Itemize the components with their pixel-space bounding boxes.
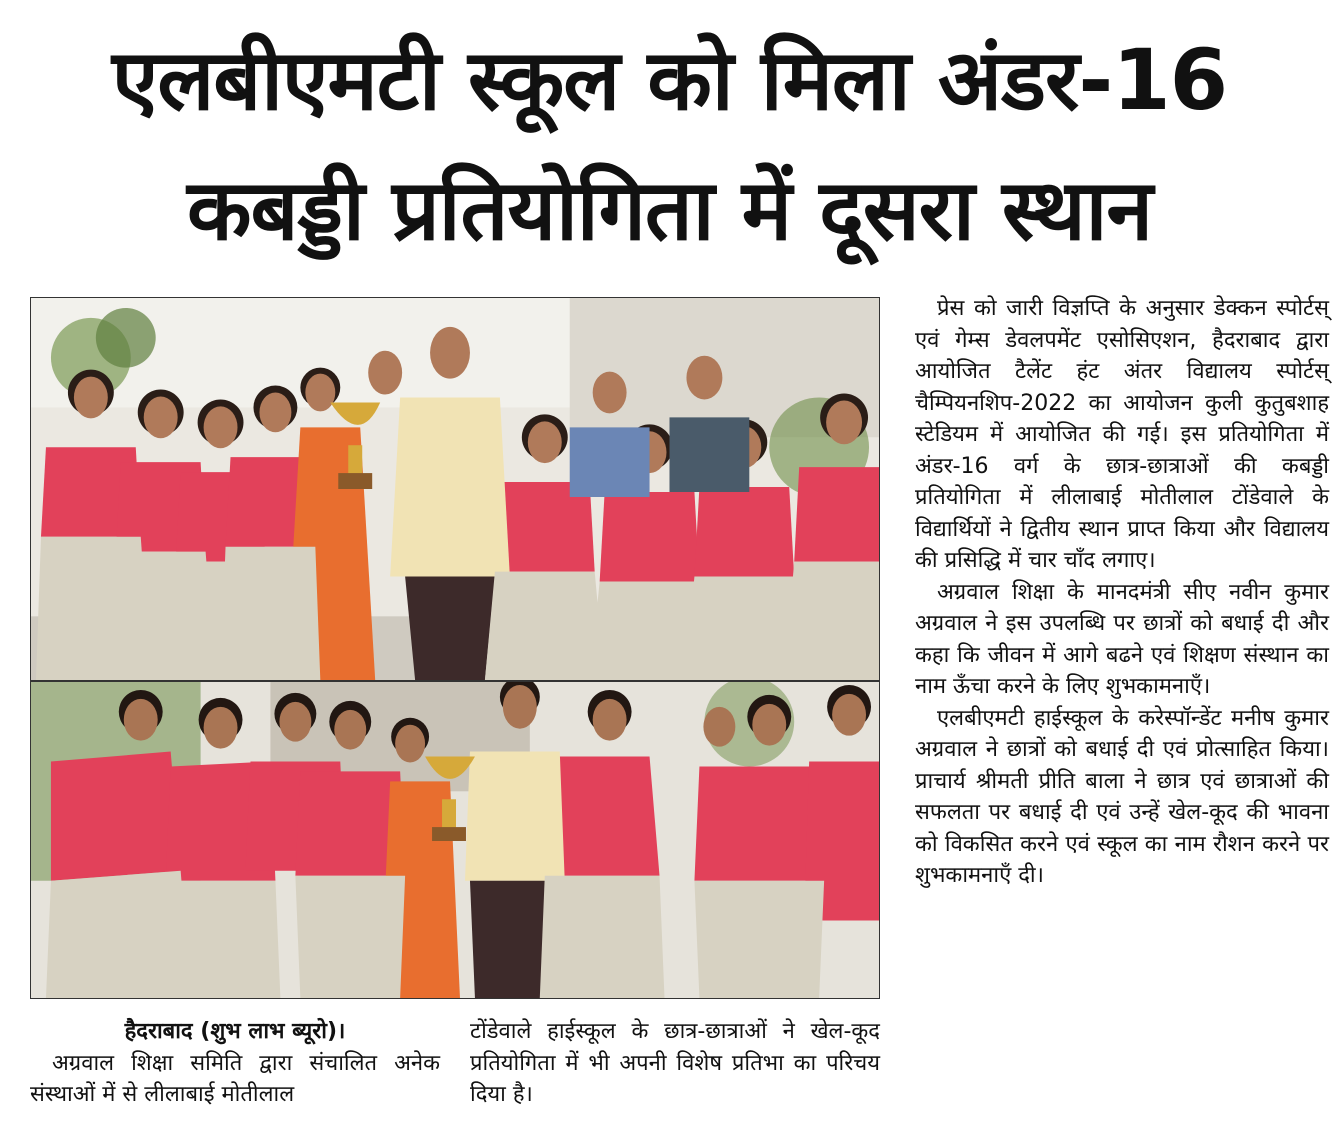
girls-team-photo-image [31, 298, 879, 680]
article-left-column [30, 1016, 440, 1111]
girls-team-photo [30, 297, 880, 681]
article-middle-column [470, 1016, 880, 1111]
article-dateline: हैदराबाद (शुभ लाभ ब्यूरो)। [124, 1019, 346, 1044]
article-lead-continued: टोंडेवाले हाईस्कूल के छात्र-छात्राओं ने खेल-कूद प्रतियोगिता में भी अपनी विशेष प्रतिभा का परिचय दिया है। [470, 1019, 880, 1107]
article-paragraph-1: प्रेस को जारी विज्ञप्ति के अनुसार डेक्कन स्पोर्टस् एवं गेम्स डेवलपमेंट एसोसिएशन, हैदराबाद द्वारा आयोजित टैलेंट हंट अंतर विद्यालय स्पोर्टस् चैम्पियनशिप-2022 का आयोजन कुली कुतुबशाह स्टेडियम में आयोजित की गई। इस प्रतियोगिता में अंडर-16 वर्ग के छात्र-छात्राओं की कबड्डी प्रतियोगिता में लीलाबाई मोतीलाल टोंडेवाले के विद्यार्थियों ने द्वितीय स्थान प्राप्त किया और विद्यालय की प्रसिद्धि में चार चाँद लगाए। [915, 296, 1329, 573]
article-lead: अग्रवाल शिक्षा समिति द्वारा संचालित अनेक संस्थाओं में से लीलाबाई मोतीलाल [30, 1050, 440, 1107]
headline-line-2: कबड्डी प्रतियोगिता में दूसरा स्थान [186, 161, 1153, 259]
boys-team-photo [30, 681, 880, 999]
boys-team-photo-image [31, 682, 879, 998]
article-right-column [915, 293, 1329, 892]
article-paragraph-2: अग्रवाल शिक्षा के मानदमंत्री सीए नवीन कुमार अग्रवाल ने इस उपलब्धि पर छात्रों को बधाई दी और कहा कि जीवन में आगे बढने एवं शिक्षण संस्थान का नाम ऊँचा करने के लिए शुभकामनाएँ। [915, 579, 1329, 699]
article-paragraph-3: एलबीएमटी हाईस्कूल के करेस्पॉन्डेंट मनीष कुमार अग्रवाल ने छात्रों को बधाई दी एवं प्रोत्साहित किया। प्राचार्य श्रीमती प्रीति बाला ने छात्र एवं छात्राओं की सफलता पर बधाई दी एवं उन्हें खेल-कूद की भावना को विकसित करने एवं स्कूल का नाम रौशन करने पर शुभकामनाएँ दी। [915, 705, 1329, 888]
headline-line-1: एलबीएमटी स्कूल को मिला अंडर-16 [111, 31, 1228, 129]
